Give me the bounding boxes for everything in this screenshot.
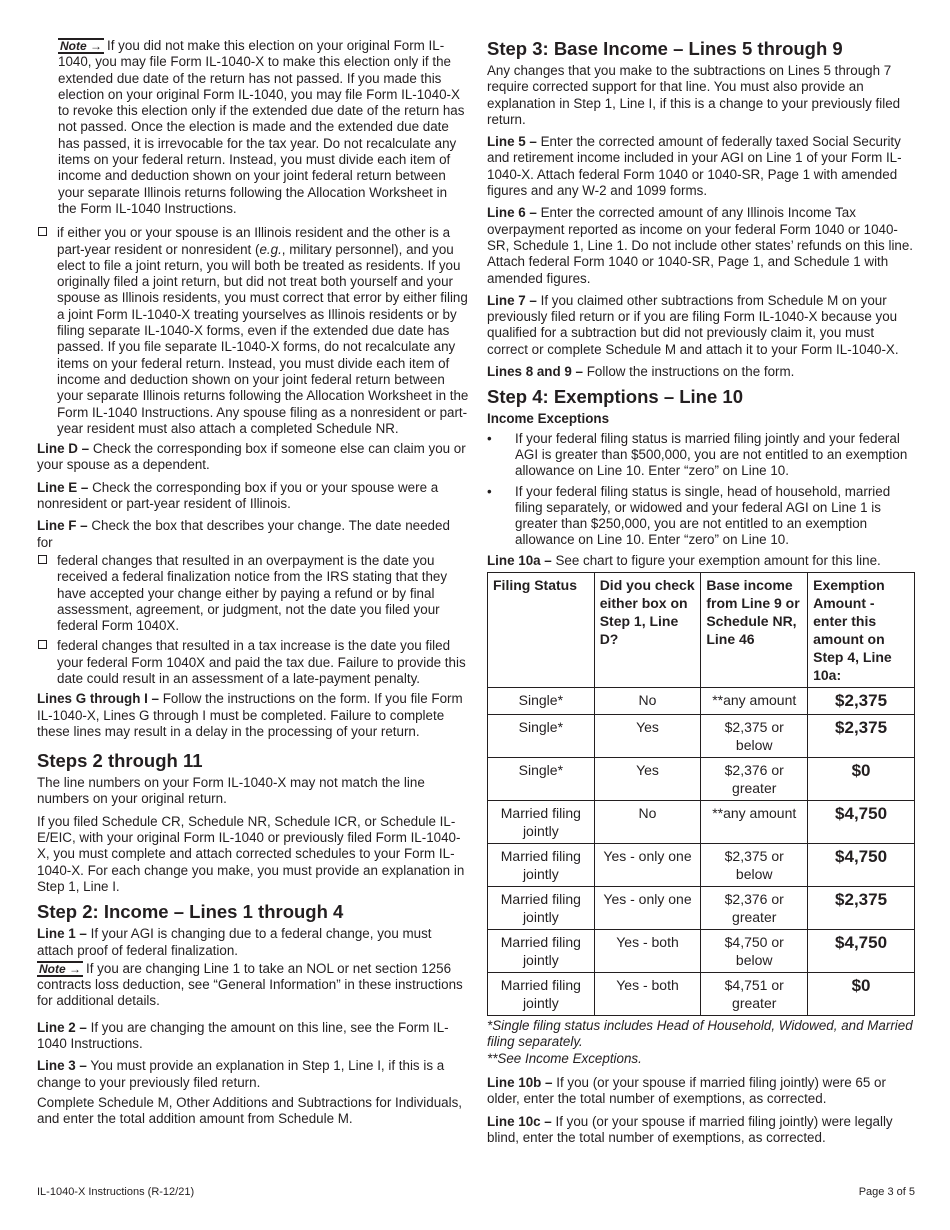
table-footnote: **See Income Exceptions. [487, 1050, 642, 1066]
table-cell: $4,750 [808, 801, 915, 844]
table-cell: $2,375 or below [701, 844, 808, 887]
paragraph: If you filed Schedule CR, Schedule NR, Schedule ICR, or Schedule IL-E/EIC, with your original Form IL-1040 or previously filed Form IL-1040-X, you must complete and attach corrected schedules to your Form IL-1040-X. For each change you make, you must provide an explanation in Step 1, Line I. [37, 813, 465, 894]
table-cell: **any amount [701, 801, 808, 844]
line-e: Line E – Check the corresponding box if you or your spouse were a nonresident or part-year resident of Illinois. [37, 479, 439, 512]
table-cell: $4,751 or greater [701, 973, 808, 1016]
section-heading: Step 4: Exemptions – Line 10 [487, 386, 743, 408]
table-cell: Single* [488, 715, 595, 758]
line-d: Line D – Check the corresponding box if someone else can claim you or your spouse as a dependent. [37, 441, 466, 473]
lines-8-9: Lines 8 and 9 – Follow the instructions on the form. [487, 364, 795, 380]
table-cell: $2,375 [808, 887, 915, 930]
note-paragraph: Note → If you did not make this election on your original Form IL-1040, you may file Form IL-1040-X to make this election only if the extended due date of the return has not passed. If you made this election on your original Form IL-1040, you may file Form IL-1040-X to revoke this election only if the extended due date of the return has not passed. Once the election is made and the extended due date has passed, it is irrevocable for the tax year. Do not recalculate any items on your federal return. Instead, you must divide each item of income and deduction shown on your joint federal return between your separate Illinois returns following the Allocation Worksheet in the Form IL-1040 Instructions. [58, 38, 465, 216]
column-header: Filing Status [488, 573, 595, 688]
table-cell: Yes [594, 715, 701, 758]
table-cell: Married filing jointly [488, 887, 595, 930]
section-heading: Step 3: Base Income – Lines 5 through 9 [487, 38, 843, 59]
line-5: Line 5 – Enter the corrected amount of federally taxed Social Security and retirement income included in your AGI on Line 1 of your Form IL-1040-X. Attach federal Form 1040 or 1040-SR, Page 1 with amended figures and any W-2 and 1099 forms. [487, 134, 902, 199]
line-10c: Line 10c – If you (or your spouse if married filing jointly) were legally blind, enter the total number of exemptions, as corrected. [487, 1113, 893, 1145]
table-cell: Yes - only one [594, 887, 701, 930]
paragraph: The line numbers on your Form IL-1040-X may not match the line numbers on your original return. [37, 775, 425, 807]
table-cell: $2,376 or greater [701, 758, 808, 801]
table-row [488, 801, 915, 844]
table-row [488, 930, 915, 973]
checkbox-icon [38, 227, 47, 236]
table-cell: $0 [808, 973, 915, 1016]
table-cell: No [594, 688, 701, 715]
subheading: Income Exceptions [487, 411, 610, 427]
bullet-item: • If your federal filing status is married filing jointly and your federal AGI is greater than $500,000, you are not entitled to an exemption allowance on Line 10. Enter “zero” on Line 10. [487, 430, 908, 479]
line-1: Line 1 – If your AGI is changing due to a federal change, you must attach proof of federal finalization. [37, 926, 432, 958]
lines-g-i: Lines G through I – Follow the instructions on the form. If you file Form IL-1040-X, Lines G through I must be completed. Failure to complete these lines may result in a delay in the processing of your return. [37, 691, 463, 739]
line-2: Line 2 – If you are changing the amount on this line, see the Form IL-1040 Instructions. [37, 1019, 449, 1052]
paragraph: Any changes that you make to the subtractions on Lines 5 through 7 require corrected support for that line. You must also provide an explanation in Step 1, Line I, if this is a change to your previously filed return. [487, 63, 901, 127]
table-cell: Married filing jointly [488, 801, 595, 844]
bullet-item: • If your federal filing status is single, head of household, married filing separately, or widowed and your federal AGI on Line 1 is greater than $250,000, you are not entitled to an exemption allowance on Line 10. Enter “zero” on Line 10. [487, 483, 891, 548]
table-row [488, 688, 915, 715]
table-cell: Single* [488, 758, 595, 801]
line-3: Line 3 – You must provide an explanation in Step 1, Line I, if this is a change to your previously filed return. [37, 1058, 445, 1090]
table-cell: Married filing jointly [488, 844, 595, 887]
table-cell: $0 [808, 758, 915, 801]
exemption-table [487, 572, 915, 1016]
table-row [488, 715, 915, 758]
left-column [37, 38, 469, 1134]
table-cell: $2,375 or below [701, 715, 808, 758]
table-cell: $4,750 or below [701, 930, 808, 973]
table-cell: Married filing jointly [488, 973, 595, 1016]
paragraph: Complete Schedule M, Other Additions and Subtractions for Individuals, and enter the total addition amount from Schedule M. [37, 1094, 463, 1127]
table-cell: $4,750 [808, 844, 915, 887]
section-heading: Step 2: Income – Lines 1 through 4 [37, 901, 344, 923]
table-row [488, 973, 915, 1016]
line-6: Line 6 – Enter the corrected amount of any Illinois Income Tax overpayment reported as income on your federal Form 1040 or 1040-SR, Schedule 1, Line 1. Do not include other states’ refunds on this line. Attach federal Form 1040 or 1040-SR, Page 1, and Schedule 1 with amended figures. [487, 205, 914, 286]
line-f: Line F – Check the box that describes your change. The date needed for [37, 518, 450, 550]
note-paragraph: Note → If you are changing Line 1 to take an NOL or net section 1256 contracts loss deduction, see “General Information” in these instructions for additional details. [37, 960, 463, 1009]
section-heading: Steps 2 through 11 [37, 750, 203, 772]
checkbox-icon [38, 555, 47, 564]
column-header: Did you check either box on Step 1, Line D? [594, 573, 701, 688]
table-cell: Single* [488, 688, 595, 715]
bullet-icon: • [487, 430, 492, 446]
line-10a: Line 10a – See chart to figure your exemption amount for this line. [487, 552, 881, 568]
table-cell: Yes - both [594, 930, 701, 973]
table-cell: No [594, 801, 701, 844]
line-10b: Line 10b – If you (or your spouse if married filing jointly) were 65 or older, enter the total number of exemptions, as corrected. [487, 1074, 886, 1107]
table-cell: Married filing jointly [488, 930, 595, 973]
column-header: Exemption Amount - enter this amount on Step 4, Line 10a: [808, 573, 915, 688]
bullet-icon: • [487, 483, 492, 499]
note-icon: Note → [39, 961, 82, 976]
table-cell: **any amount [701, 688, 808, 715]
note-icon: Note → [60, 39, 103, 53]
line-7: Line 7 – If you claimed other subtractions from Schedule M on your previously filed return or if you are filing Form IL-1040-X because you qualified for a subtraction but did not previously claim it, you must correct or complete Schedule M and attach it to your Form IL-1040-X. [487, 292, 899, 357]
table-cell: Yes [594, 758, 701, 801]
checklist-item: if either you or your spouse is an Illinois resident and the other is a part-year resident or nonresident (e.g., military personnel), and you elect to file a joint return, you will both be treated as residents. If you originally filed a joint return, but did not treat both yourself and your spouse as Illinois residents, you must correct that error by either filing a joint Form IL-1040-X treating yourselves as Illinois residents or by filing separate IL-1040-X forms, even if the extended due date has passed. If you file separate IL-1040-X forms, do not recalculate any items on your federal return. Instead, you must divide each item of income and deduction shown on your joint federal return between your separate Illinois returns following the Allocation Worksheet in the Form IL-1040 Instructions. Any spouse filing as a nonresident or part-year resident must also attach a completed Schedule NR. [37, 225, 469, 437]
table-cell: $2,375 [808, 715, 915, 758]
table-cell: $2,375 [808, 688, 915, 715]
table-cell: Yes - only one [594, 844, 701, 887]
checklist-item: federal changes that resulted in a tax increase is the date you filed your federal Form 1040X and paid the tax due. Failure to provide this date could result in an assessment of a late-payment penalty. [37, 638, 469, 687]
table-cell: $4,750 [808, 930, 915, 973]
checkbox-icon [38, 640, 47, 649]
table-header-row [488, 573, 915, 688]
table-row [488, 758, 915, 801]
table-cell: Yes - both [594, 973, 701, 1016]
checklist-item: federal changes that resulted in an overpayment is the date you received a federal finalization notice from the IRS stating that they have accepted your change either by paying a refund or by final assessment, agreement, or judgment, not the date you filed your federal Form 1040X. [37, 553, 469, 634]
table-footnote: *Single filing status includes Head of Household, Widowed, and Married filing separately. [487, 1018, 913, 1050]
right-column [487, 38, 915, 1152]
table-row [488, 887, 915, 930]
footer-page-number: Page 3 of 5 [858, 1186, 915, 1198]
column-header: Base income from Line 9 or Schedule NR, Line 46 [701, 573, 808, 688]
table-row [488, 844, 915, 887]
footer-form-id: IL-1040-X Instructions (R-12/21) [37, 1186, 195, 1198]
table-cell: $2,376 or greater [701, 887, 808, 930]
